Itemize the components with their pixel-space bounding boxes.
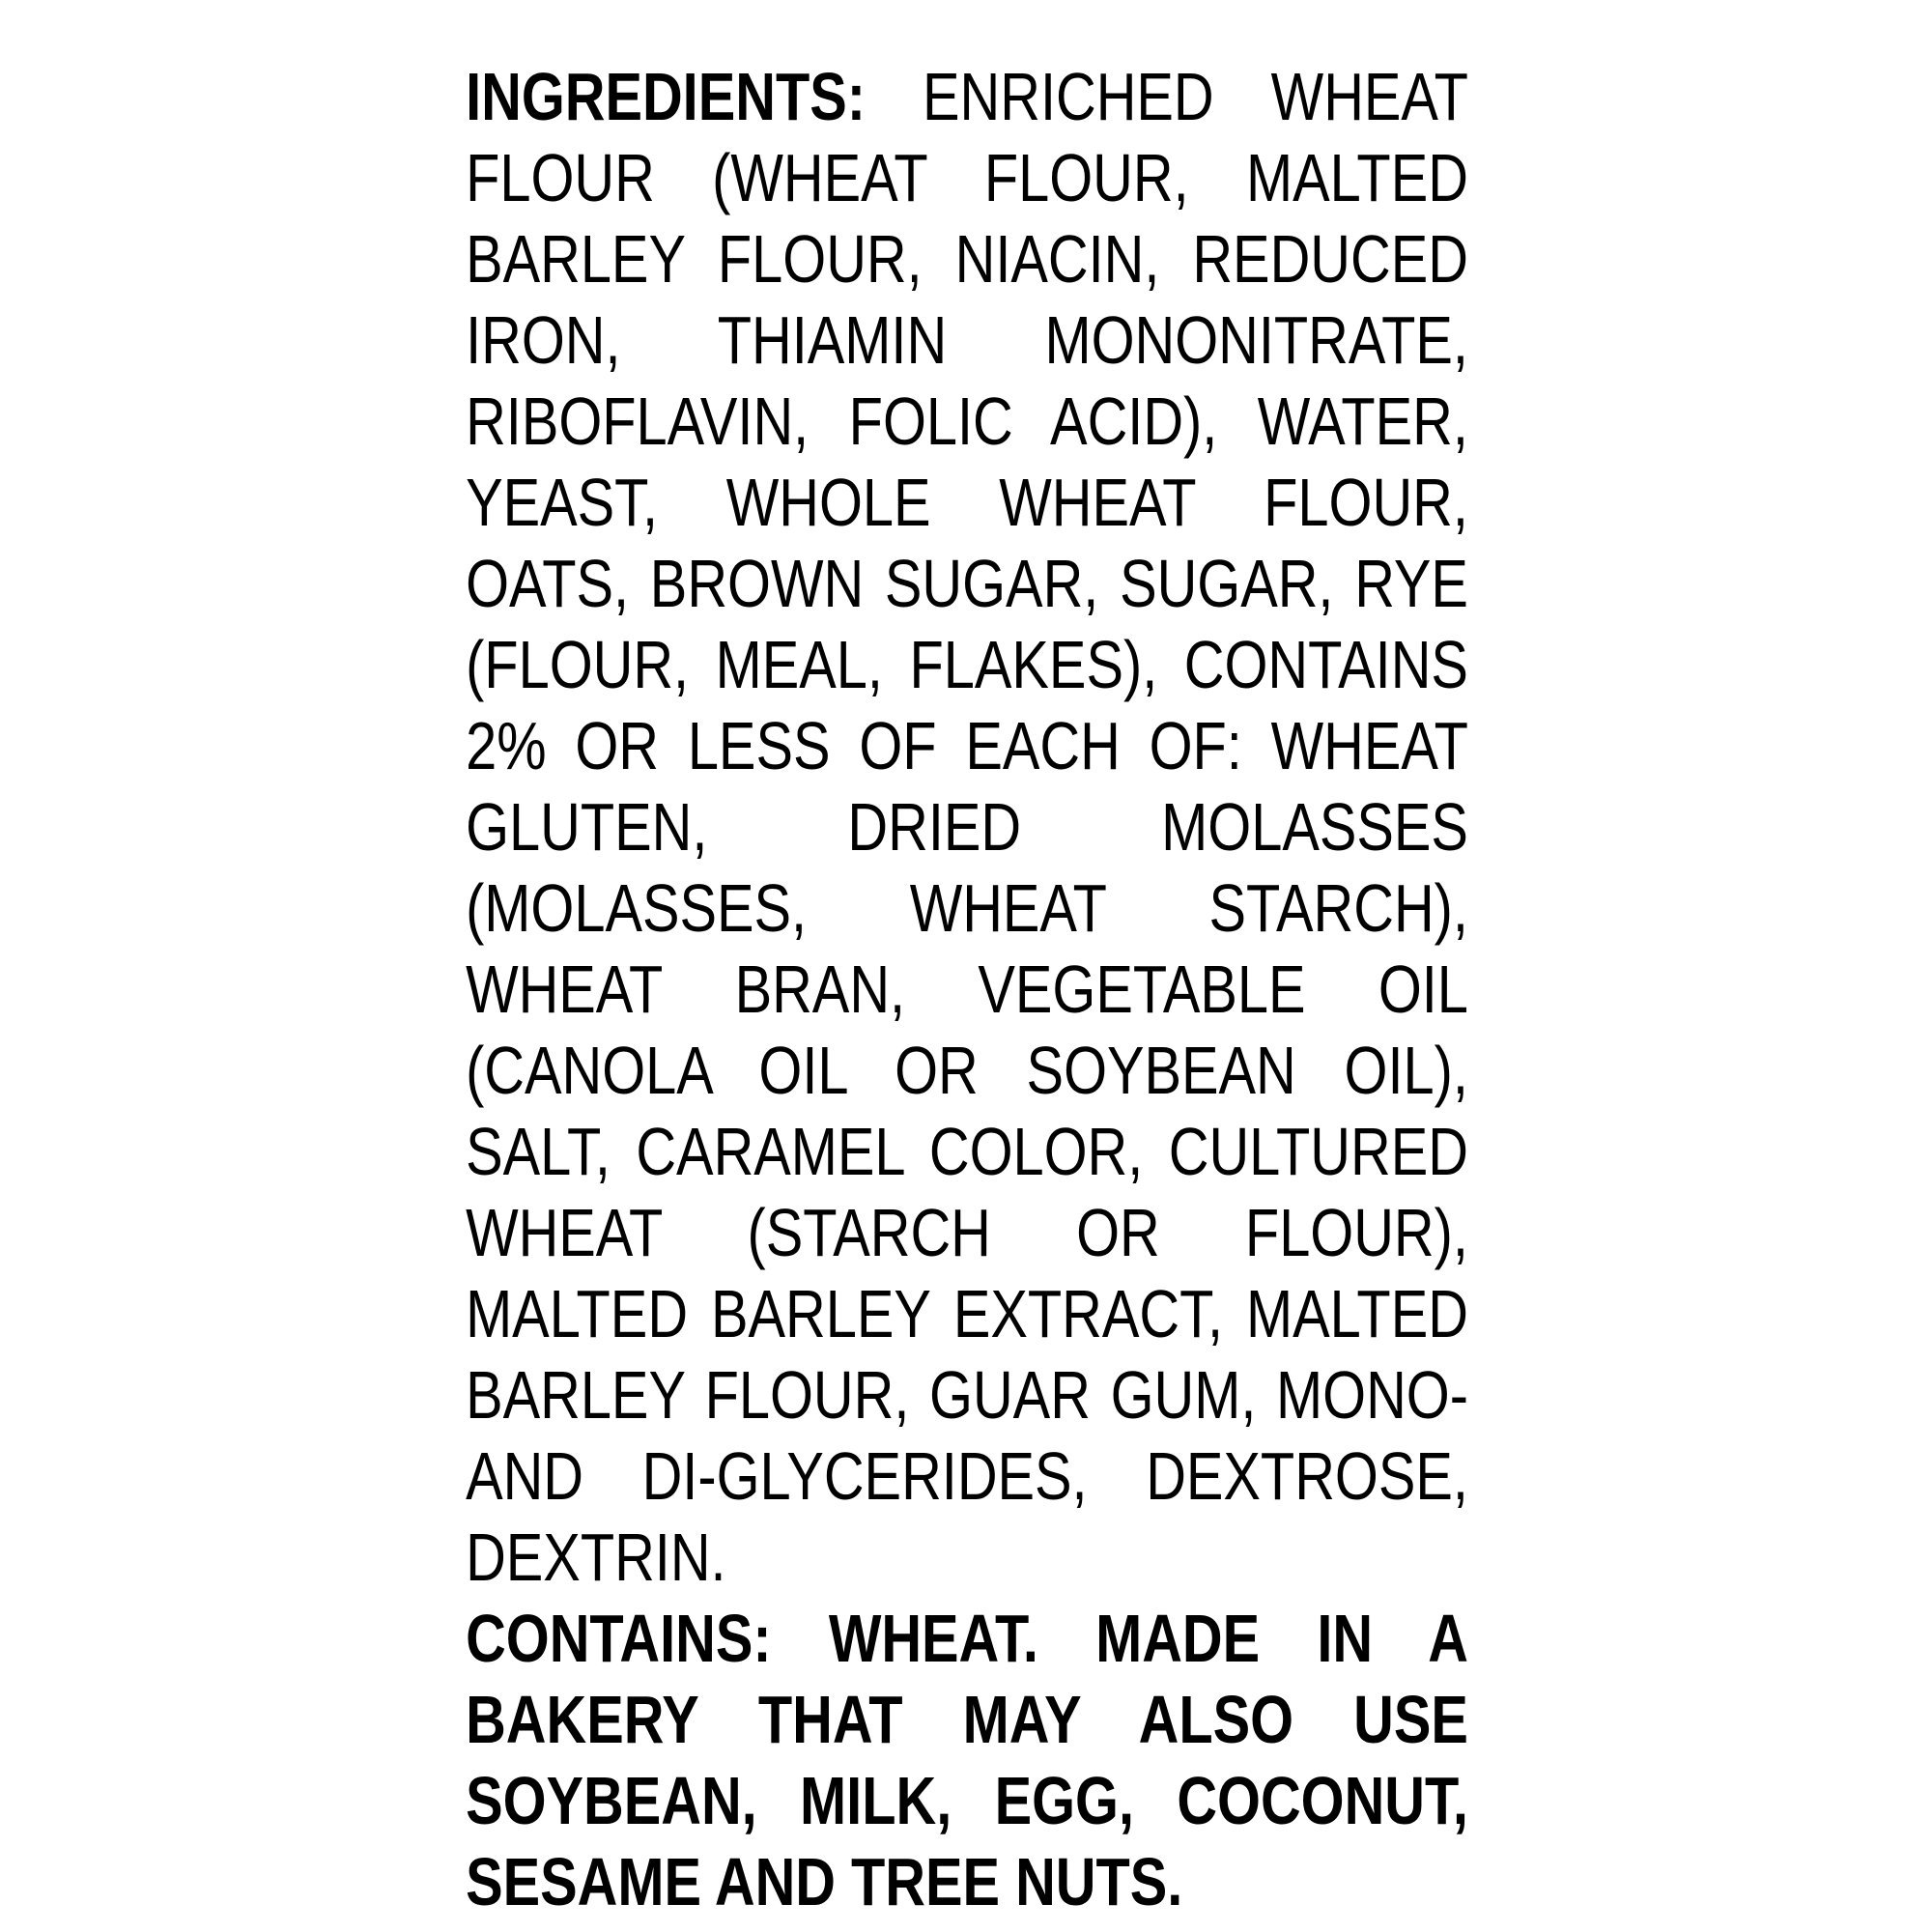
label-line: [466, 786, 1468, 867]
text-segment: WHEAT (STARCH OR FLOUR),: [466, 1195, 1468, 1270]
bold-text-segment: SOYBEAN, MILK, EGG, COCONUT,: [466, 1763, 1468, 1838]
label-line: [466, 218, 1468, 299]
allergen-statement-paragraph: [466, 1598, 1468, 1922]
label-line: [466, 462, 1468, 543]
label-line: [466, 1517, 1468, 1598]
text-segment: OATS, BROWN SUGAR, SUGAR, RYE: [466, 546, 1468, 621]
text-segment: (FLOUR, MEAL, FLAKES), CONTAINS: [466, 627, 1468, 702]
label-line: [466, 1111, 1468, 1192]
label-line: [466, 1841, 1468, 1922]
bold-text-segment: CONTAINS: WHEAT. MADE IN A: [466, 1601, 1468, 1676]
label-line: [466, 1354, 1468, 1435]
text-segment: ENRICHED WHEAT: [865, 59, 1468, 134]
text-segment: (CANOLA OIL OR SOYBEAN OIL),: [466, 1033, 1468, 1108]
label-line: [466, 1679, 1468, 1760]
label-line: [466, 624, 1468, 705]
label-line: [466, 1598, 1468, 1679]
text-segment: YEAST, WHOLE WHEAT FLOUR,: [466, 465, 1468, 540]
label-line: [466, 1273, 1468, 1354]
ingredients-paragraph: [466, 56, 1468, 1598]
label-line: [466, 381, 1468, 462]
label-line: [466, 949, 1468, 1030]
bold-text-segment: INGREDIENTS:: [466, 59, 866, 134]
text-segment: GLUTEN, DRIED MOLASSES: [466, 789, 1468, 865]
label-line: [466, 543, 1468, 624]
text-segment: RIBOFLAVIN, FOLIC ACID), WATER,: [466, 384, 1468, 459]
text-segment: BARLEY FLOUR, NIACIN, REDUCED: [466, 221, 1468, 297]
text-segment: DEXTRIN.: [466, 1520, 726, 1595]
label-line: [466, 137, 1468, 218]
label-line: [466, 56, 1468, 137]
text-segment: FLOUR (WHEAT FLOUR, MALTED: [466, 140, 1468, 215]
text-segment: IRON, THIAMIN MONONITRATE,: [466, 302, 1468, 378]
label-line: [466, 705, 1468, 786]
label-line: [466, 1760, 1468, 1841]
label-line: [466, 867, 1468, 949]
text-segment: 2% OR LESS OF EACH OF: WHEAT: [466, 708, 1468, 783]
label-line: [466, 1435, 1468, 1517]
ingredients-label: [466, 56, 1468, 1922]
text-segment: BARLEY FLOUR, GUAR GUM, MONO-: [466, 1357, 1468, 1433]
bold-text-segment: SESAME AND TREE NUTS.: [466, 1844, 1183, 1919]
text-segment: (MOLASSES, WHEAT STARCH),: [466, 870, 1468, 946]
label-line: [466, 1192, 1468, 1273]
label-line: [466, 1030, 1468, 1111]
bold-text-segment: BAKERY THAT MAY ALSO USE: [466, 1682, 1468, 1757]
text-segment: SALT, CARAMEL COLOR, CULTURED: [466, 1114, 1468, 1189]
text-segment: WHEAT BRAN, VEGETABLE OIL: [466, 952, 1468, 1027]
text-segment: MALTED BARLEY EXTRACT, MALTED: [466, 1276, 1468, 1351]
text-segment: AND DI-GLYCERIDES, DEXTROSE,: [466, 1438, 1468, 1514]
label-line: [466, 299, 1468, 381]
